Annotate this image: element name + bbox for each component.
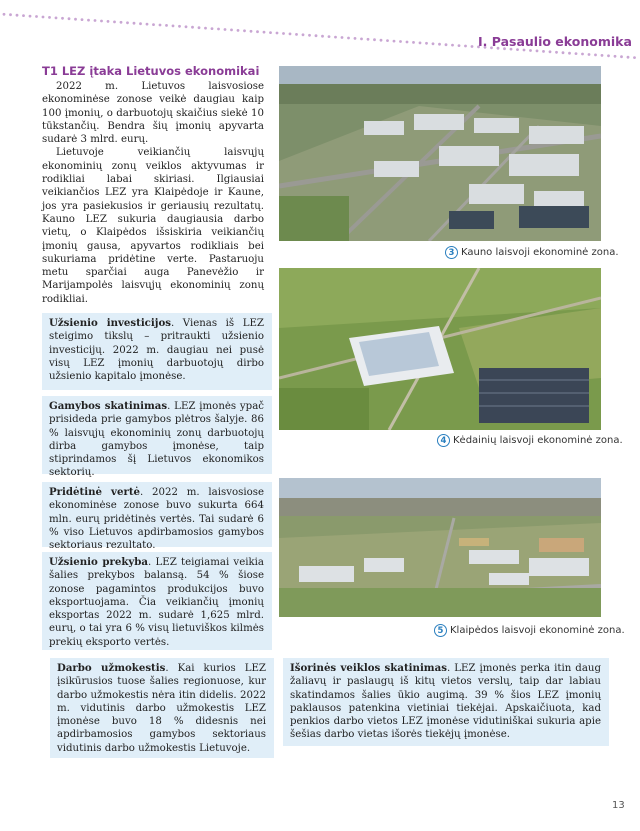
header-dot: [334, 36, 337, 39]
header-dot: [42, 16, 45, 19]
photo-kedainiai-zone: [279, 268, 601, 430]
header-dot: [581, 53, 584, 56]
header-dot: [607, 54, 610, 57]
header-dot: [555, 51, 558, 54]
header-dot: [224, 28, 227, 31]
header-dot: [22, 14, 25, 17]
box-text: . LEZ įmonės ypač prisideda prie gamybos plėtros šalyje. 86 % laisvųjų ekonominių zonų darbuotojų dirba gamybos įmonėse, taip stiprindamos šį Lietuvos ekonomikos sektorių.: [49, 401, 264, 479]
header-dot: [35, 15, 38, 18]
header-dot: [568, 52, 571, 55]
header-dot: [107, 20, 110, 23]
header-dot: [315, 34, 318, 37]
box-title: Išorinės veiklos skatinimas: [290, 662, 447, 674]
header-dot: [367, 38, 370, 41]
header-dot: [302, 33, 305, 36]
photo-klaipeda-zone: [279, 478, 601, 617]
header-dot: [29, 15, 32, 18]
info-box-added-value: [42, 482, 272, 552]
header-dot: [393, 40, 396, 43]
info-box-wages: [50, 658, 274, 758]
header-dot: [113, 21, 116, 24]
header-dot: [126, 21, 129, 24]
header-dot: [432, 42, 435, 45]
photo-kaunas-zone: [279, 66, 601, 241]
intro-text: [42, 80, 264, 306]
header-dot: [451, 44, 454, 47]
intro-paragraph-2: Lietuvoje veikiančių laisvųjų ekonominių zonų veiklos aktyvumas ir rodikliai labai skiriasi. Ilgiausiai veikiančios LEZ yra Klaipėdoje ir Kaune, jos yra pasiekusios ir geriausių rezultatų. Kauno LEZ sukuria daugiausia darbo vietų, o Klaipėdos išsiskiria veikiančių įmonių gausa, apyvartos rodikliais bei sukuriama pridėtine verte. Pastaruoju metu sparčiai auga Panevėžio ir Marijampolės laisvųjų ekonominių zonų rodikliai.: [42, 147, 264, 305]
header-dot: [120, 21, 123, 24]
caption-photo-4: [437, 434, 623, 447]
header-dot: [159, 24, 162, 27]
header-dot: [438, 43, 441, 46]
header-dot: [269, 31, 272, 34]
header-dot: [295, 33, 298, 36]
header-dot: [380, 39, 383, 42]
header-dot: [328, 35, 331, 38]
section-title: T1 LEZ įtaka Lietuvos ekonomikai: [42, 64, 260, 78]
header-dot: [55, 17, 58, 20]
header-dot: [523, 49, 526, 52]
info-box-production: [42, 396, 272, 479]
box-text: . 2022 m. laisvosiose ekonominėse zonose buvo sukurta 664 mln. eurų pridėtinės vertės. Tai sudarė 6 % viso Lietuvos apdirbamosios gamybos sektoriaus rezultato.: [49, 487, 264, 552]
header-dot: [549, 50, 552, 53]
header-dot: [94, 19, 97, 22]
header-dot: [16, 14, 19, 17]
header-dot: [601, 54, 604, 57]
caption-text: Kauno laisvoji ekonominė zona.: [461, 247, 619, 258]
header-dot: [230, 29, 233, 32]
box-text: . LEZ įmonės perka itin daug žaliavų ir paslaugų iš kitų vietos verslų, taip dar labiau skatindamos šalies ūkio augimą. 39 % šios LEZ įmonių paklausos patenkina vietiniai tiekėjai. Apskaičiuota, kad penkios darbo vietos LEZ įmonėse vidutiniškai sukuria apie šešias darbo vietas išorės tiekėjų įmonėse.: [290, 663, 601, 741]
header-dot: [172, 25, 175, 28]
header-dot: [321, 35, 324, 38]
header-dot: [204, 27, 207, 30]
box-title: Gamybos skatinimas: [49, 400, 168, 412]
header-dot: [562, 51, 565, 54]
header-dot: [282, 32, 285, 35]
box-title: Užsienio prekyba: [49, 556, 149, 568]
header-dot: [399, 40, 402, 43]
caption-number: 4: [437, 434, 450, 447]
header-dot: [464, 45, 467, 48]
caption-number: 5: [434, 624, 447, 637]
caption-text: Kėdainių laisvoji ekonominė zona.: [453, 435, 623, 446]
header-dot: [191, 26, 194, 29]
header-dotted-line: [0, 0, 640, 60]
header-dot: [412, 41, 415, 44]
page-number: 13: [612, 800, 625, 811]
info-box-foreign-trade: [42, 552, 272, 650]
header-dot: [458, 44, 461, 47]
header-dot: [217, 28, 220, 31]
header-dot: [3, 13, 6, 16]
header-dot: [48, 16, 51, 19]
header-dot: [627, 56, 630, 59]
header-dot: [263, 31, 266, 34]
header-dot: [529, 49, 532, 52]
header-dot: [87, 19, 90, 22]
header-dot: [185, 25, 188, 28]
header-dot: [445, 43, 448, 46]
header-dot: [256, 30, 259, 33]
header-dot: [211, 27, 214, 30]
info-box-external-activity: [283, 658, 609, 746]
header-dot: [542, 50, 545, 53]
header-dot: [354, 37, 357, 40]
caption-number: 3: [445, 246, 458, 259]
header-dot: [74, 18, 77, 21]
header-dot: [386, 39, 389, 42]
caption-text: Klaipėdos laisvoji ekonominė zona.: [450, 625, 625, 636]
caption-photo-3: [445, 246, 619, 259]
box-text: . Vienas iš LEZ steigimo tikslų – pritraukti užsienio investicijų. 2022 m. daugiau nei pusė visų LEZ įmonių darbuotojų dirbo užsienio kapitalo įmonėse.: [49, 318, 264, 383]
header-dot: [633, 56, 636, 59]
header-dot: [198, 26, 201, 29]
header-dot: [620, 55, 623, 58]
box-title: Pridėtinė vertė: [49, 486, 141, 498]
header-dot: [575, 52, 578, 55]
header-dot: [9, 13, 12, 16]
header-dot: [594, 54, 597, 57]
chapter-title: I. Pasaulio ekonomika: [478, 34, 632, 49]
header-dot: [360, 38, 363, 41]
header-dot: [347, 37, 350, 40]
box-title: Darbo užmokestis: [57, 662, 166, 674]
header-dot: [425, 42, 428, 45]
header-dot: [341, 36, 344, 39]
header-dot: [471, 45, 474, 48]
header-dot: [373, 38, 376, 41]
header-dot: [419, 42, 422, 45]
header-dot: [146, 23, 149, 26]
header-dot: [100, 20, 103, 23]
header-dot: [237, 29, 240, 32]
header-dot: [289, 33, 292, 36]
header-dot: [614, 55, 617, 58]
header-dot: [139, 22, 142, 25]
header-dot: [68, 17, 71, 20]
header-dot: [81, 18, 84, 21]
header-dot: [308, 34, 311, 37]
header-dot: [243, 29, 246, 32]
header-dot: [276, 32, 279, 35]
header-dot: [133, 22, 136, 25]
header-dot: [152, 23, 155, 26]
box-text: . Kai kurios LEZ įsikūrusios tuose šalies regionuose, kur darbo užmokestis nėra itin didelis. 2022 m. vidutinis darbo užmokestis LEZ įmonėse buvo 18 % didesnis nei apdirbamosios gamybos sektoriaus vidutinis darbo užmokestis Lietuvoje.: [57, 663, 267, 754]
header-dot: [178, 25, 181, 28]
header-dot: [250, 30, 253, 33]
header-dot: [61, 17, 64, 20]
header-dot: [406, 41, 409, 44]
intro-paragraph-1: 2022 m. Lietuvos laisvosiose ekonominėse zonose veikė daugiau kaip 100 įmonių, o darbuotojų skaičius siekė 10 tūkstančių. Bendra šių įmonių apyvarta sudarė 3 mlrd. eurų.: [42, 81, 264, 146]
header-dot: [536, 50, 539, 53]
box-text: . LEZ teigiamai veikia šalies prekybos balansą. 54 % šiose zonose pagamintos produkcijos buvo eksportuojama. Čia veikiančių įmonių eksportas 2022 m. sudarė 1,625 mlrd. eurų, o tai yra 6 % visų lietuviškos kilmės prekių eksporto vertės.: [49, 557, 264, 648]
header-dot: [588, 53, 591, 56]
caption-photo-5: [434, 624, 625, 637]
box-title: Užsienio investicijos: [49, 317, 171, 329]
header-dot: [165, 24, 168, 27]
info-box-foreign-investment: [42, 313, 272, 390]
